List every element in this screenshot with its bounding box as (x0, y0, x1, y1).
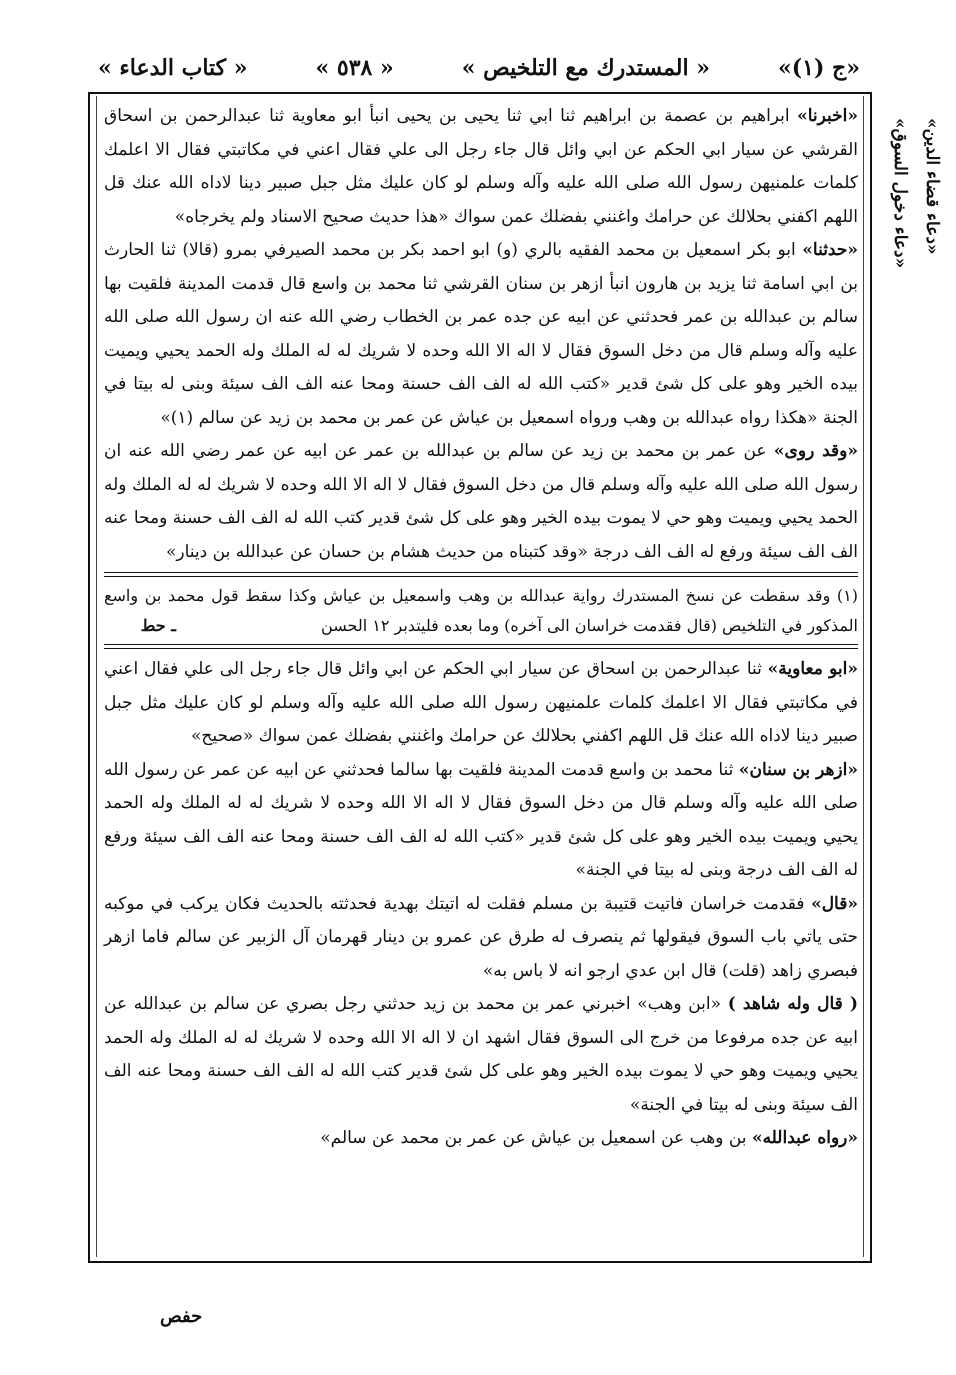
paragraph-lead: «وقد روى» (773, 441, 859, 461)
paragraph-lead: «ازهر بن سنان» (738, 759, 858, 780)
footnote (104, 581, 858, 641)
margin-notes (890, 118, 942, 478)
paragraph (104, 653, 858, 754)
paragraph (104, 435, 858, 569)
paragraph (104, 234, 858, 435)
volume-label: «ج (١)» (777, 55, 860, 81)
footnote-signature: ـ حط (140, 616, 176, 635)
paragraph-lead: «قال» (811, 893, 858, 914)
paragraph-text: ثنا عبدالرحمن بن اسحاق عن سيار ابي الحكم عن ابي وائل قال جاء رجل الى علي فقال اعني في مكاتبتي فقال الا اعلمك كلمات علمنيهن رسول الله صلى الله عليه وآله وسلم لو كان عليك مثل جبل صبير دينا لاداه الله عنك قل اللهم اكفني بحلالك عن حرامك واغنني بفضلك عمن سواك «صحيح» (104, 659, 858, 746)
paragraph-text: عن عمر بن محمد بن زيد عن سالم بن عبدالله بن عمر عن ابيه عن عمر رضي الله عنه ان رسول الله صلى الله عليه وآله وسلم قال من دخل السوق فقال لا اله الا الله وحده لا شريك له له الملك وله الحمد يحيي ويميت وهو حي لا يموت بيده الخير وهو على كل شئ قدير كتب الله له الف الف حسنة ومحا عنه الف الف سيئة ورفع له الف الف درجة «وقد كتبناه من حديث هشام بن حسان عن عبدالله بن دينار» (104, 441, 858, 562)
margin-note-market-prayer: «دعاء دخول السوق» (890, 118, 910, 269)
paragraph-text: ابو بكر اسمعيل بن محمد الفقيه بالري (و) ابو احمد بكر بن محمد الصيرفي بمرو (قالا) ثنا الحارث بن ابي اسامة ثنا يزيد بن هارون انبأ ازهر بن سنان القرشي ثنا محمد بن واسع قال قدمت المدينة فلقيت بها سالم بن عبدالله بن عمر فحدثني عن ابيه عن جده عمر بن الخطاب رضي الله عنه ان رسول الله صلى الله عليه وآله وسلم قال من دخل السوق فقال لا اله الا الله وحده لا شريك له له الملك وله الحمد يحيي ويميت بيده الخير وهو على كل شئ قدير «كتب الله له الف الف حسنة ومحا عنه الف الف سيئة وبنى له بيتا في الجنة «هكذا رواه عبدالله بن وهب ورواه اسمعيل بن عياش عن عمر بن محمد بن زيد عن سالم (١)» (104, 240, 858, 428)
paragraph-lead: ( قال وله شاهد ) (727, 994, 858, 1014)
section-divider (104, 572, 858, 577)
mustadrak-section (104, 100, 858, 569)
paragraph-lead: «اخبرنا» (797, 106, 858, 126)
book-title: « المستدرك مع التلخيص » (461, 55, 711, 81)
paragraph (104, 1122, 858, 1156)
catchword: حفص (160, 1306, 203, 1327)
paragraph-lead: «رواه عبدالله» (751, 1128, 858, 1148)
paragraph-lead: «حدثنا» (802, 240, 858, 260)
running-header (98, 48, 860, 88)
paragraph (104, 988, 858, 1122)
footnote-text: (١) وقد سقطت عن نسخ المستدرك رواية عبدالله بن وهب واسمعيل بن عياش وكذا سقط قول محمد بن واسع المذكور في التلخيص (قال فقدمت خراسان الى آخره) وما بعده فليتدبر ١٢ الحسن (104, 586, 858, 635)
paragraph-lead: «ابو معاوية» (767, 659, 859, 679)
paragraph (104, 100, 858, 234)
paragraph-text: «ابن وهب» اخبرني عمر بن محمد بن زيد حدثني رجل بصري عن سالم بن عبدالله عن ابيه عن جده مرفوعا من خرج الى السوق فقال اشهد ان لا اله الا الله وحده لا شريك له له الملك وله الحمد يحيي ويميت وهو حي لا يموت بيده الخير وهو على كل شئ قدير كتب الله له الف الف حسنة ومحا عنه الف الف سيئة وبنى له بيتا في الجنة» (104, 994, 858, 1115)
section-divider (104, 644, 858, 649)
talkhis-section (104, 653, 858, 1156)
page-number: « ٥٣٨ » (315, 55, 394, 81)
paragraph-text: فقدمت خراسان فاتيت قتيبة بن مسلم فقلت له اتيتك بهدية فحدثته بالحديث فكان يركب في موكبه حتى ياتي باب السوق فيقولها ثم ينصرف له طرق عن عمرو بن دينار قهرمان آل الزبير عن سالم فاما ازهر فبصري زاهد (قلت) قال ابن عدي ارجو انه لا باس به» (104, 893, 858, 981)
paragraph-text: بن وهب عن اسمعيل بن عياش عن عمر بن محمد عن سالم» (320, 1128, 752, 1148)
paragraph-text: ابراهيم بن عصمة بن ابراهيم ثنا ابي ثنا يحيى بن يحيى انبأ ابو معاوية ثنا عبدالرحمن بن اسحاق القرشي عن سيار ابي الحكم عن ابي وائل قال جاء رجل الى علي فقال اعني في مكاتبتي فقال الا اعلمك كلمات علمنيهن رسول الله صلى الله عليه وآله وسلم لو كان عليك مثل جبل صبير دينا لاداه الله عنك قل اللهم اكفني بحلالك عن حرامك واغنني بفضلك عمن سواك «هذا حديث صحيح الاسناد ولم يخرجاه» (104, 106, 858, 227)
paragraph (104, 754, 858, 888)
chapter-title: « كتاب الدعاء » (98, 55, 248, 81)
margin-note-debt-prayer: «دعاء قضاء الدين» (922, 118, 942, 255)
paragraph-text: ثنا محمد بن واسع قدمت المدينة فلقيت بها سالما فحدثني عن ابيه عن عمر عن رسول الله صلى الله عليه وآله وسلم قال من دخل السوق فقال لا اله الا الله وحده لا شريك له له الملك وله الحمد يحيي ويميت بيده الخير وهو على كل شئ قدير «كتب الله له الف الف حسنة ومحا عنه الف الف سيئة ورفع له الف الف درجة وبنى له بيتا في الجنة» (104, 759, 858, 880)
main-text (104, 100, 858, 1156)
paragraph (104, 888, 858, 989)
